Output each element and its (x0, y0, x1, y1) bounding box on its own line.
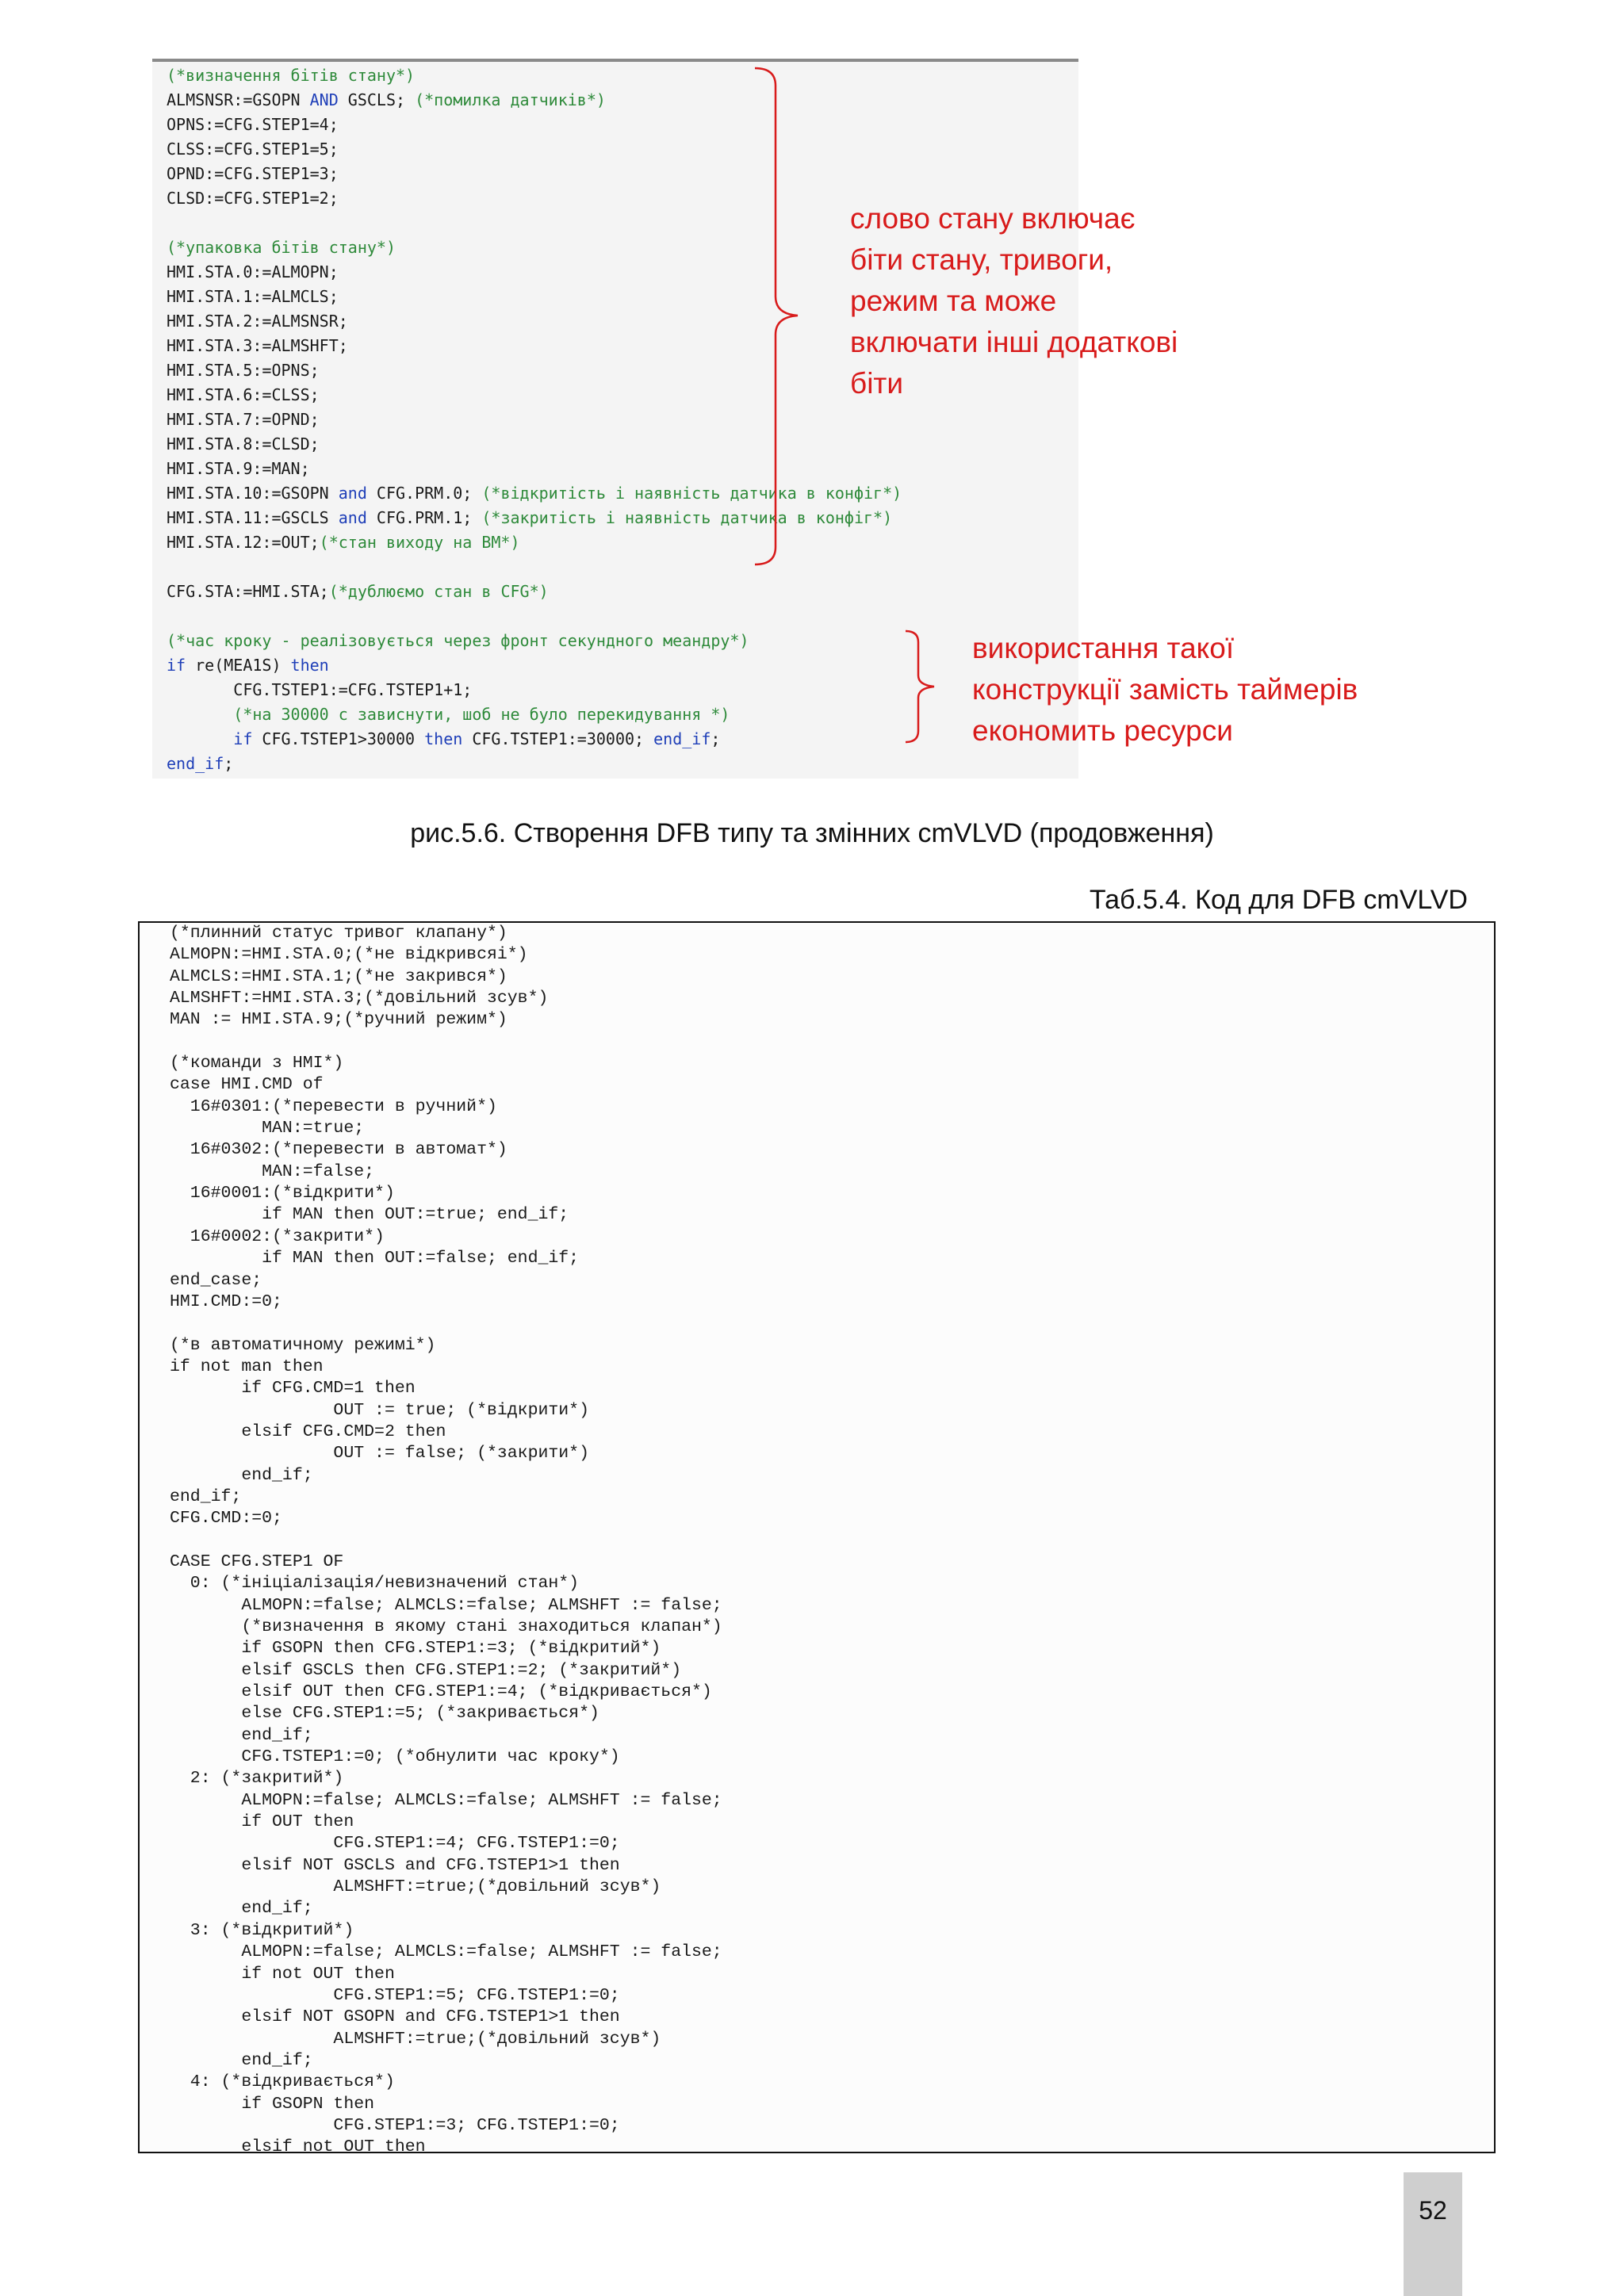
annotation-brace-1 (737, 67, 809, 568)
figure-code-line (167, 604, 902, 629)
table-code-line: ALMOPN:=false; ALMCLS:=false; ALMSHFT := false; (170, 1790, 722, 1810)
code-text: GSCLS; (338, 90, 416, 109)
code-keyword: AND (309, 90, 339, 109)
code-comment: (*дублюємо стан в CFG*) (328, 582, 549, 601)
annotation-text-timer: використання такої конструкції замість таймерів економить ресурси (972, 632, 1358, 747)
table-code-line (170, 1031, 722, 1053)
code-text: HMI.STA.5:=OPNS; (167, 361, 320, 380)
code-keyword: if (233, 729, 253, 748)
code-text: re(MEA1S) (186, 656, 291, 675)
table-code-line: 4: (*відкривається*) (170, 2072, 395, 2092)
code-comment: (*стан виходу на ВМ*) (319, 533, 520, 552)
table-code-line (170, 1313, 722, 1334)
table-code-line: CFG.STEP1:=4; CFG.TSTEP1:=0; (170, 1834, 620, 1854)
table-code-line: if GSOPN then CFG.STEP1:=3; (*відкритий*) (170, 1639, 661, 1659)
figure-caption: рис.5.6. Створення DFB типу та змінних cmVLVD (продовження) (410, 818, 1214, 848)
table-code-line: ALMCLS:=HMI.STA.1;(*не закрився*) (170, 966, 508, 986)
code-keyword: then (424, 729, 463, 748)
table-code-line: elsif NOT GSOPN and CFG.TSTEP1>1 then (170, 2007, 620, 2027)
code-text: HMI.STA.7:=OPND; (167, 410, 320, 429)
table-code-line: CFG.CMD:=0; (170, 1509, 282, 1529)
table-code-line: if GSOPN then (170, 2094, 375, 2114)
table-code-line: case HMI.CMD of (170, 1075, 324, 1095)
code-text: HMI.STA.11:=GSCLS (167, 508, 339, 527)
code-text: HMI.STA.2:=ALMSNSR; (167, 312, 348, 331)
annotation-text-status-word: слово стану включає біти стану, тривоги, режим та може включати інші додаткові біти (850, 202, 1178, 400)
code-text: ; (224, 754, 234, 773)
table-code-line: else CFG.STEP1:=5; (*закривається*) (170, 1704, 599, 1724)
table-code-line: (*команди з HMI*) (170, 1054, 344, 1073)
figure-code-line (167, 702, 902, 727)
table-code-line: if CFG.CMD=1 then (170, 1379, 416, 1399)
figure-code-line (167, 727, 902, 752)
table-code-line: if not OUT then (170, 1964, 395, 1984)
table-code-line: elsif GSCLS then CFG.STEP1:=2; (*закритий*) (170, 1660, 682, 1680)
table-code-line: if MAN then OUT:=false; end_if; (170, 1249, 580, 1269)
table-code-line: (*визначення в якому стані знаходиться клапан*) (170, 1617, 722, 1636)
table-code-line: 16#0002:(*закрити*) (170, 1226, 385, 1246)
table-code-listing (170, 923, 722, 2153)
code-text: CFG.PRM.1; (366, 508, 482, 527)
table-code-line: end_case; (170, 1270, 262, 1290)
table-code-line: CFG.TSTEP1:=0; (*обнулити час кроку*) (170, 1747, 620, 1767)
code-comment: (*відкритість і наявність датчика в конфіг*) (481, 484, 902, 503)
code-text: OPND:=CFG.STEP1=3; (167, 164, 339, 183)
code-text: HMI.STA.3:=ALMSHFT; (167, 336, 348, 355)
table-code-line: OUT := false; (*закрити*) (170, 1444, 589, 1464)
table-code-line: MAN := HMI.STA.9;(*ручний режим*) (170, 1010, 508, 1030)
code-comment: (*закритість і наявність датчика в конфіг*) (481, 508, 893, 527)
table-code-line: end_if; (170, 2050, 313, 2070)
code-keyword: and (338, 484, 367, 503)
table-code-line: MAN:=true; (170, 1119, 365, 1138)
table-code-line: if MAN then OUT:=true; end_if; (170, 1205, 569, 1225)
code-text: CLSS:=CFG.STEP1=5; (167, 140, 339, 159)
code-keyword: end_if (653, 729, 711, 748)
code-comment: (*упаковка бітів стану*) (167, 238, 396, 257)
figure-code-line (167, 629, 902, 653)
table-code-line: HMI.CMD:=0; (170, 1292, 282, 1311)
code-text (167, 705, 233, 724)
code-text (167, 729, 233, 748)
table-code-line: elsif OUT then CFG.STEP1:=4; (*відкривається*) (170, 1682, 712, 1702)
table-code-line: 16#0001:(*відкрити*) (170, 1184, 395, 1203)
table-code-line: 2: (*закритий*) (170, 1769, 344, 1789)
page-number: 52 (1419, 2196, 1447, 2225)
code-text: HMI.STA.6:=CLSS; (167, 385, 320, 404)
code-text: CFG.TSTEP1:=30000; (462, 729, 654, 748)
table-code-line: OUT := true; (*відкрити*) (170, 1400, 589, 1420)
page-number-tab (1404, 2172, 1462, 2296)
table-code-line: elsif NOT GSCLS and CFG.TSTEP1>1 then (170, 1855, 620, 1875)
table-code-box (138, 921, 1496, 2153)
code-comment: (*помилка датчиків*) (415, 90, 606, 109)
table-code-line: CFG.STEP1:=3; CFG.TSTEP1:=0; (170, 2115, 620, 2135)
code-comment: (*на 30000 с зависнути, шоб не було перекидування *) (233, 705, 730, 724)
annotation-brace-2 (901, 628, 948, 747)
code-keyword: then (290, 656, 329, 675)
code-text: ALMSNSR:=GSOPN (167, 90, 310, 109)
table-code-line: CFG.STEP1:=5; CFG.TSTEP1:=0; (170, 1985, 620, 2005)
code-keyword: if (167, 656, 186, 675)
table-code-line: end_if; (170, 1465, 313, 1485)
code-keyword: and (338, 508, 367, 527)
code-keyword: end_if (167, 754, 224, 773)
code-text: CFG.STA:=HMI.STA; (167, 582, 329, 601)
table-code-line: end_if; (170, 1899, 313, 1919)
figure-code-line (167, 752, 902, 776)
table-code-line: if OUT then (170, 1812, 354, 1832)
table-code-line: ALMOPN:=HMI.STA.0;(*не відкривсяі*) (170, 945, 528, 965)
table-code-line (170, 1530, 722, 1552)
table-code-line: elsif not OUT then (170, 2137, 426, 2153)
code-text: HMI.STA.1:=ALMCLS; (167, 287, 339, 306)
table-code-line: ALMSHFT:=HMI.STA.3;(*довільний зсув*) (170, 989, 549, 1008)
table-code-line: if not man then (170, 1357, 324, 1376)
table-code-line: MAN:=false; (170, 1161, 375, 1181)
table-code-line: 3: (*відкритий*) (170, 1920, 354, 1940)
table-code-line: CASE CFG.STEP1 OF (170, 1552, 344, 1571)
figure-code-line (167, 653, 902, 678)
table-code-line: (*плинний статус тривог клапану*) (170, 924, 508, 943)
table-code-line: ALMOPN:=false; ALMCLS:=false; ALMSHFT := false; (170, 1595, 722, 1615)
code-text: CFG.TSTEP1>30000 (252, 729, 425, 748)
code-comment: (*визначення бітів стану*) (167, 66, 416, 85)
table-code-line: 16#0301:(*перевести в ручний*) (170, 1096, 497, 1116)
code-text: CFG.TSTEP1:=CFG.TSTEP1+1; (167, 680, 473, 699)
table-code-line: (*в автоматичному режимі*) (170, 1335, 436, 1355)
table-code-line: end_if; (170, 1487, 242, 1506)
code-text: HMI.STA.8:=CLSD; (167, 434, 320, 453)
table-code-line: elsif CFG.CMD=2 then (170, 1422, 446, 1441)
table-title: Таб.5.4. Код для DFB cmVLVD (1089, 885, 1468, 915)
code-text: OPNS:=CFG.STEP1=4; (167, 115, 339, 134)
table-code-line: ALMSHFT:=true;(*довільний зсув*) (170, 2029, 661, 2049)
table-code-line: ALMOPN:=false; ALMCLS:=false; ALMSHFT := false; (170, 1942, 722, 1962)
figure-code-line (167, 678, 902, 702)
code-text: HMI.STA.10:=GSOPN (167, 484, 339, 503)
table-code-line: end_if; (170, 1725, 313, 1745)
code-text: ; (710, 729, 721, 748)
table-code-line: 0: (*ініціалізація/невизначений стан*) (170, 1574, 580, 1594)
table-code-line: ALMSHFT:=true;(*довільний зсув*) (170, 1877, 661, 1897)
figure-top-border (152, 59, 1078, 62)
code-comment: (*час кроку - реалізовується через фронт секундного меандру*) (167, 631, 749, 650)
figure-code-line (167, 580, 902, 604)
code-text: CFG.PRM.0; (366, 484, 482, 503)
code-text: HMI.STA.12:=OUT; (167, 533, 320, 552)
code-text: HMI.STA.0:=ALMOPN; (167, 262, 339, 281)
table-code-line: 16#0302:(*перевести в автомат*) (170, 1140, 508, 1160)
code-text: CLSD:=CFG.STEP1=2; (167, 189, 339, 208)
code-text: HMI.STA.9:=MAN; (167, 459, 310, 478)
